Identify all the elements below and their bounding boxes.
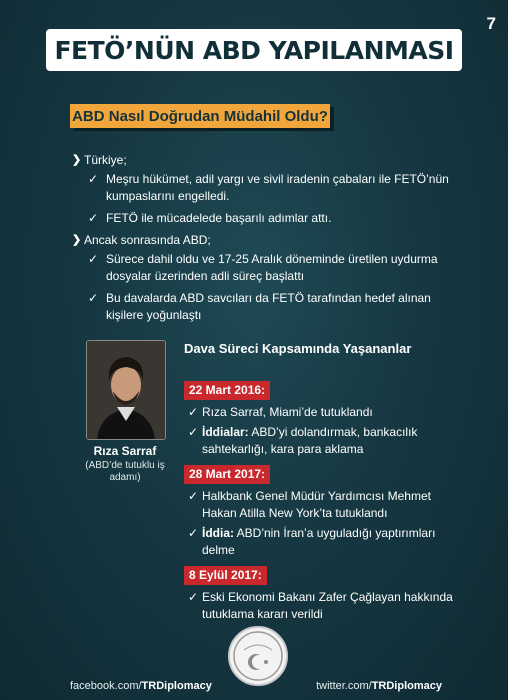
bullet-abd — [72, 232, 452, 249]
twitter-link[interactable] — [316, 680, 442, 692]
timeline-item — [184, 488, 454, 522]
check-icon: ✓ — [188, 489, 199, 503]
page-title: FETÖ’NÜN ABD YAPILANMASI — [46, 29, 462, 71]
date-badge: 28 Mart 2017: — [184, 465, 270, 484]
turkiye-label: Türkiye; — [84, 153, 127, 167]
check-text: Sürece dahil oldu ve 17-25 Aralık döneminde üretilen uydurma dosyalar üzerinden adli süreç başlattı — [106, 252, 438, 283]
person-role: (ABD’de tutuklu iş adamı) — [85, 460, 165, 483]
date-badge: 22 Mart 2016: — [184, 381, 270, 400]
check-icon: ✓ — [88, 211, 99, 225]
check-icon: ✓ — [188, 590, 199, 604]
check-item — [72, 251, 452, 285]
facebook-handle: TRDiplomacy — [141, 680, 212, 692]
twitter-handle: TRDiplomacy — [371, 680, 442, 692]
person-photo — [86, 340, 166, 440]
check-icon: ✓ — [88, 291, 99, 305]
timeline-text: Halkbank Genel Müdür Yardımcısı Mehmet Hakan Atilla New York’ta tutuklandı — [202, 489, 431, 520]
date-badge: 8 Eylül 2017: — [184, 566, 267, 585]
check-text: FETÖ ile mücadelede başarılı adımlar attı. — [106, 211, 332, 225]
twitter-prefix: twitter.com/ — [316, 680, 372, 692]
check-icon: ✓ — [88, 172, 99, 186]
timeline-item — [184, 525, 454, 559]
timeline-text: Rıza Sarraf, Miami’de tutuklandı — [202, 405, 373, 419]
check-item — [72, 210, 452, 227]
check-text: Meşru hükümet, adil yargı ve sivil iradenin çabaları ile FETÖ’nün kumpaslarını engelledi. — [106, 172, 449, 203]
facebook-prefix: facebook.com/ — [70, 680, 142, 692]
abd-label: Ancak sonrasında ABD; — [84, 233, 211, 247]
timeline-item — [184, 404, 454, 421]
check-icon: ✓ — [188, 405, 199, 419]
timeline-item — [184, 589, 454, 623]
intro-content — [72, 152, 452, 329]
bullet-turkiye — [72, 152, 452, 169]
timeline-text: ABD’nin İran’a uyguladığı yaptırımları delme — [202, 526, 436, 557]
timeline-heading: Dava Süreci Kapsamında Yaşananlar — [184, 341, 412, 356]
timeline-text: ABD’yi dolandırmak, bankacılık sahtekarlığı, kara para aklama — [202, 425, 418, 456]
check-icon: ✓ — [188, 425, 199, 439]
timeline — [184, 340, 454, 626]
section-subtitle: ABD Nasıl Doğrudan Müdahil Oldu? — [70, 104, 330, 128]
check-text: Bu davalarda ABD savcıları da FETÖ tarafından hedef alınan kişilere yoğunlaştı — [106, 291, 431, 322]
timeline-item — [184, 424, 454, 458]
chevron-right-icon: ❯ — [72, 154, 82, 166]
check-icon: ✓ — [88, 252, 99, 266]
check-item — [72, 171, 452, 205]
check-icon: ✓ — [188, 526, 199, 540]
page-number: 7 — [486, 14, 496, 33]
timeline-text: Eski Ekonomi Bakanı Zafer Çağlayan hakkında tutuklama kararı verildi — [202, 590, 453, 621]
person-name: Rıza Sarraf — [93, 444, 157, 458]
facebook-link[interactable] — [70, 680, 212, 692]
check-item — [72, 290, 452, 324]
claim-label: İddia: — [202, 526, 234, 540]
tr-diplomacy-emblem — [228, 626, 288, 686]
claim-label: İddialar: — [202, 425, 249, 439]
chevron-right-icon: ❯ — [72, 234, 82, 246]
